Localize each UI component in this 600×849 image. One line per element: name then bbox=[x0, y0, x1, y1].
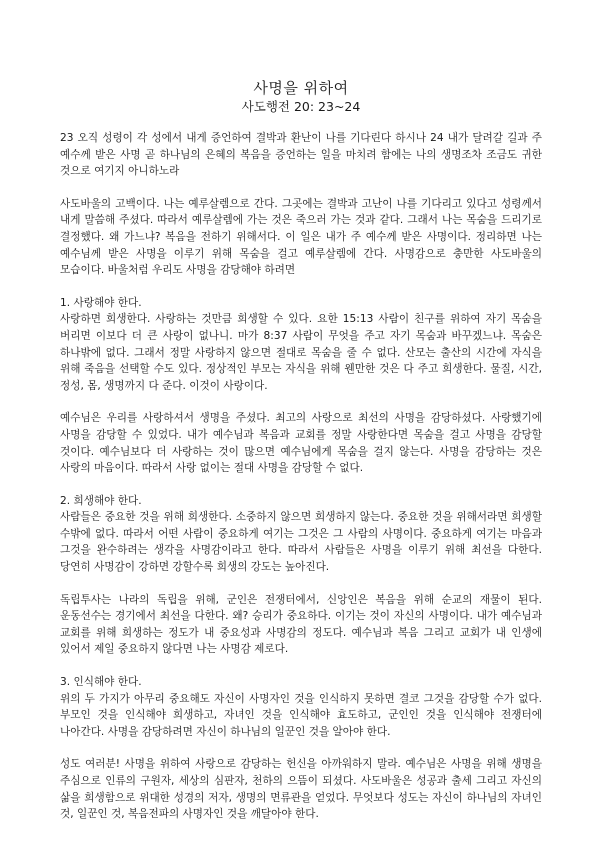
section-2-paragraph-b: 독립투사는 나라의 독립을 위해, 군인은 전쟁터에서, 신앙인은 복음을 위해 순교의 재물이 된다. 운동선수는 경기에서 최선을 다한다. 왜? 승리가 중요하다. 이기는 것이 자신의 사명이다. 내가 예수님과 교회를 위해 희생하는 정도가 내 중요성과 사명감의 정도다. 예수님과 복음 그리고 교회가 내 인생에 있어서 제일 중요하지 않다면 나는 사명감 제로다. bbox=[60, 593, 542, 656]
section-2-heading: 2. 희생해야 한다. bbox=[60, 494, 142, 507]
intro-verse: 23 오직 성령이 각 성에서 내게 증언하여 결박과 환난이 나를 기다린다 하시나 24 내가 달려갈 길과 주 예수께 받은 사명 곧 하나님의 은혜의 복음을 증언하는 일을 마치려 함에는 나의 생명조차 조금도 귀한 것으로 여기지 아니하노라 bbox=[60, 132, 542, 178]
section-3-paragraph-a: 위의 두 가지가 아무리 중요해도 자신이 사명자인 것을 인식하지 못하면 결코 그것을 감당할 수가 없다. 부모인 것을 인식해야 희생하고, 자녀인 것을 인식해야 효도하고, 군인인 것을 인식해야 전쟁터에 나아간다. 사명을 감당하려면 자신이 하나님의 일꾼인 것을 알아야 한다. bbox=[60, 692, 542, 738]
section-3-heading: 3. 인식해야 한다. bbox=[60, 676, 142, 689]
closing-paragraph: 성도 여러분! 사명을 위하여 사랑으로 감당하는 헌신을 아까워하지 말라. 예수님은 사명을 위해 생명을 주심으로 인류의 구원자, 세상의 심판자, 천하의 으뜸이 되셨다. 사도바울은 성공과 출세 그리고 자신의 삶을 희생함으로 위대한 성경의 저자, 생명의 면류관을 얻었다. 무엇보다 성도는 자신이 하나님의 자녀인 것, 일꾼인 것, 복음전파의 사명자인 것을 깨달아야 한다. bbox=[60, 758, 542, 821]
section-1-paragraph-a: 사랑하면 희생한다. 사랑하는 것만큼 희생할 수 있다. 요한 15:13 사람이 친구를 위하여 자기 목숨을 버리면 이보다 더 큰 사랑이 없나니. 마가 8:37 사람이 무엇을 주고 자기 목숨과 바꾸겠느냐. 목숨은 하나밖에 없다. 그래서 정말 사랑하지 않으면 절대로 목숨을 줄 수 없다. 산모는 출산의 시간에 자식을 위해 죽음을 선택할 수도 있다. 정상적인 부모는 자식을 위해 웬만한 것은 다 주고 희생한다. 물질, 시간, 정성, 몸, 생명까지 다 준다. 이것이 사랑이다. bbox=[60, 313, 542, 392]
intro-paragraph: 사도바울의 고백이다. 나는 예루살렘으로 간다. 그곳에는 결박과 고난이 나를 기다리고 있다고 성령께서 내게 말씀해 주셨다. 따라서 예루살렘에 가는 것은 죽으러 가는 것과 같다. 그래서 나는 목숨을 드리기로 결정했다. 왜 가느냐? 복음을 전하기 위해서다. 이 일은 내가 주 예수께 받은 사명이다. 정리하면 나는 예수님께 받은 사명을 이루기 위해 목숨을 걸고 예루살렘에 간다. 사명감으로 충만한 사도바울의 모습이다. 바울처럼 우리도 사명을 감당해야 하려면 bbox=[60, 197, 542, 277]
section-1-heading: 1. 사랑해야 한다. bbox=[60, 296, 142, 309]
scripture-reference: 사도행전 20: 23~24 bbox=[241, 99, 361, 114]
document-title: 사명을 위하여 bbox=[253, 79, 349, 97]
section-1-paragraph-b: 예수님은 우리를 사랑하셔서 생명을 주셨다. 최고의 사랑으로 최선의 사명을 감당하셨다. 사랑했기에 사명을 감당할 수 있었다. 내가 예수님과 복음과 교회를 정말 사랑한다면 목숨을 걸고 사명을 감당할 것이다. 예수님보다 더 사랑하는 것이 많으면 예수님에게 목숨을 걸지 않는다. 사명을 감당하는 것은 사랑의 마음이다. 따라서 사랑 없이는 절대 사명을 감당할 수 없다. bbox=[60, 412, 542, 475]
document-page bbox=[60, 78, 542, 839]
section-2-paragraph-a: 사람들은 중요한 것을 위해 희생한다. 소중하지 않으면 희생하지 않는다. 중요한 것을 위해서라면 희생할 수밖에 없다. 따라서 어떤 사람이 중요하게 여기는 그것은 그 사람의 사명이다. 중요하게 여기는 마음과 그것을 완수하려는 생각을 사명감이라고 한다. 따라서 사람들은 사명을 이루기 위해 최선을 다한다. 당연히 사명감이 강하면 강할수록 희생의 강도는 높아진다. bbox=[60, 511, 542, 574]
